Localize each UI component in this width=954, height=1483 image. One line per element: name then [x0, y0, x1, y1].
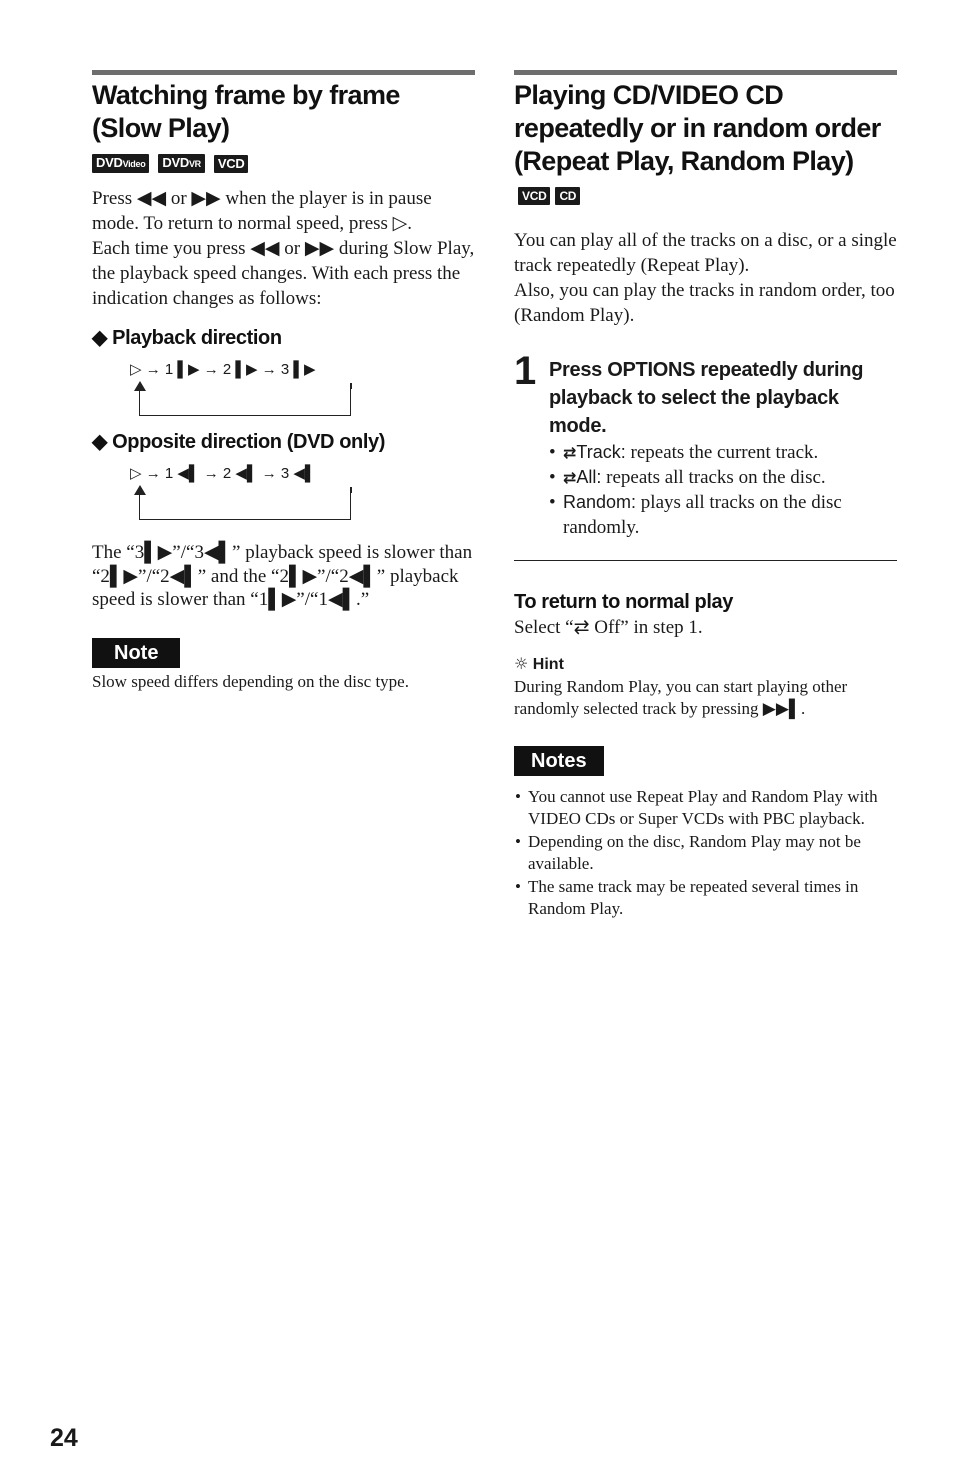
playback-direction-sequence: ▷ → 1 ▌▶ → 2 ▌▶ → 3 ▌▶: [130, 361, 316, 378]
slow-play-intro-2: Each time you press ◀◀ or ▶▶ during Slow Play, the playback speed changes. With each press the indication changes as follows:: [92, 238, 475, 309]
right-column: [514, 70, 897, 921]
opposite-direction-sequence: ▷ → 1 ◀▌ → 2 ◀▌ → 3 ◀▌: [130, 465, 316, 482]
option-track: • ⇄Track: repeats the current track.: [549, 440, 897, 465]
note-label: Note: [92, 638, 180, 668]
repeat-icon: ⇄: [563, 443, 577, 462]
left-column: [92, 70, 475, 693]
option-random: • Random: plays all tracks on the disc randomly.: [549, 490, 897, 540]
slow-play-intro-1: Press ◀◀ or ▶▶ when the player is in pause mode. To return to normal speed, press ▷.: [92, 188, 432, 234]
vcd-badge: VCD: [214, 155, 249, 173]
step-instruction: Press OPTIONS repeatedly during playback to select the playback mode.: [549, 359, 864, 437]
dvd-vr-badge: DVDVR: [158, 154, 204, 173]
speed-comparison-text: The “3▌▶”/“3◀▌” playback speed is slower than “2▌▶”/“2◀▌” and the “2▌▶”/“2◀▌” playback speed is slower than “1▌▶”/“1◀▌.”: [92, 542, 473, 610]
option-all: • ⇄All: repeats all tracks on the disc.: [549, 465, 897, 490]
playback-mode-options: [549, 440, 897, 540]
step-1: [514, 349, 897, 540]
repeat-icon: ⇄: [563, 468, 577, 487]
note-item: • Depending on the disc, Random Play may not be available.: [514, 831, 897, 875]
repeat-intro-1: You can play all of the tracks on a disc, or a single track repeatedly (Repeat Play).: [514, 230, 897, 276]
playback-loop-arrow: [136, 381, 350, 417]
section-title-repeat-random: Playing CD/VIDEO CD repeatedly or in random order (Repeat Play, Random Play) VCD CD: [514, 80, 881, 203]
playback-direction-heading: ◆ Playback direction: [92, 327, 282, 349]
lightbulb-icon: ☼: [514, 654, 529, 673]
note-text: Slow speed differs depending on the disc type.: [92, 671, 409, 691]
return-normal-heading: To return to normal play: [514, 591, 733, 613]
cd-badge: CD: [555, 187, 580, 205]
notes-list: [514, 786, 897, 920]
opposite-direction-heading: ◆ Opposite direction (DVD only): [92, 431, 385, 453]
notes-block: [514, 746, 897, 920]
page-number: 24: [50, 1424, 78, 1452]
divider: [514, 560, 897, 561]
opposite-loop-arrow: [136, 485, 350, 521]
disc-badges: [92, 154, 475, 174]
note-item: • The same track may be repeated several times in Random Play.: [514, 876, 897, 920]
section-rule: [514, 70, 897, 75]
repeat-intro-2: Also, you can play the tracks in random order, too (Random Play).: [514, 280, 895, 326]
note-block: [92, 638, 475, 693]
step-number: 1: [514, 349, 537, 393]
note-item: • You cannot use Repeat Play and Random Play with VIDEO CDs or Super VCDs with PBC playback.: [514, 786, 897, 830]
return-normal-text: Select “⇄ Off” in step 1.: [514, 617, 703, 638]
hint-text: During Random Play, you can start playing other randomly selected track by pressing ▶▶▌.: [514, 677, 848, 718]
vcd-badge: VCD: [518, 187, 550, 205]
section-rule: [92, 70, 475, 75]
dvd-video-badge: DVDVideo: [92, 154, 149, 173]
hint-heading: ☼ Hint: [514, 654, 564, 673]
notes-label: Notes: [514, 746, 604, 776]
section-title-slow-play: Watching frame by frame (Slow Play): [92, 80, 400, 143]
